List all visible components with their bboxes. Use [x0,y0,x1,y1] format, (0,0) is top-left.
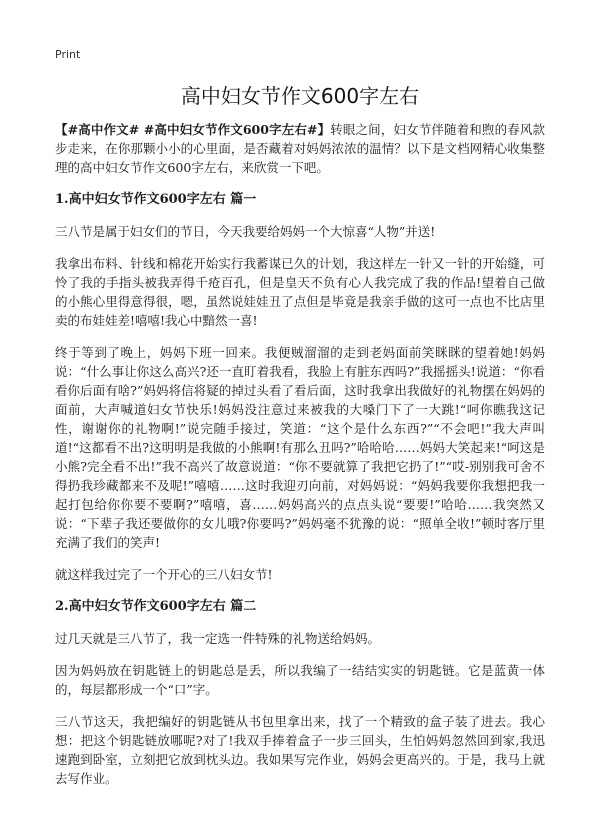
intro-tag: 【#高中作文# #高中妇女节作文600字左右#】 [55,122,331,137]
article-body [55,120,545,801]
paragraph: 三八节是属于妇女们的节日，今天我要给妈妈一个大惊喜“人物”并送! [55,224,436,239]
print-label[interactable]: Print [55,48,81,61]
paragraph: 因为妈妈放在钥匙链上的钥匙总是丢，所以我编了一结结实实的钥匙链。它是蓝黄一体的，每层都形成一个“口”字。 [55,663,545,697]
paragraph: 就这样我过完了一个开心的三八妇女节! [55,567,273,582]
section-heading-2: 2.高中妇女节作文600字左右 篇二 [55,599,257,614]
paragraph: 过几天就是三八节了，我一定选一件特殊的礼物送给妈妈。 [55,631,381,646]
paragraph: 终于等到了晚上，妈妈下班一回来。我便贼溜溜的走到老妈面前笑眯眯的望着她!妈妈说：“什么事让你这么高兴?还一直盯着我看，我脸上有脏东西吗?”我摇摇头!说道：“你看看你后面有啥?”妈妈将信将疑的掉过头看了看后面，这时我拿出我做好的礼物摆在妈妈的面前，大声喊道妇女节快乐!妈妈没注意过来被我的大嗓门下了一大跳!“呵你瞧我这记性，谢谢你的礼物啊!”说完随手接过，笑道：“这个是什么东西?”“不会吧!”我大声叫道!“这都看不出?这明明是我做的小熊啊!有那么丑吗?”哈哈哈……妈妈大笑起来!“呵这是小熊?完全看不出!”我不高兴了故意说道：“你不要就算了我把它扔了!”“哎-别别我可舍不得扔我珍藏都来不及呢!”嘻嘻……这时我迎刃向前，对妈妈说：“妈妈我要你我想把我一起打包给你你要不要啊?”嘻嘻，喜……妈妈高兴的点点头说“要要!”哈哈……我突然又说：“下辈子我还要做你的女儿哦?你要吗?”妈妈毫不犹豫的说：“照单全收!”顿时客厅里充满了我们的笑声! [55,345,545,550]
page-title: 高中妇女节作文600字左右 [180,84,420,108]
section-heading-1: 1.高中妇女节作文600字左右 篇一 [55,192,257,207]
intro-paragraph [55,120,545,177]
paragraph: 三八节这天，我把编好的钥匙链从书包里拿出来，找了一个精致的盒子装了进去。我心想：把这个钥匙链放哪呢?对了!我双手捧着盒子一步三回头，生怕妈妈忽然回到家,我迅速跑到卧室，立刻把它放到枕头边。我如果写完作业，妈妈会更高兴的。于是，我马上就去写作业。 [55,714,545,786]
intro-text: 转眼之间，妇女节伴随着和煦的春风款步走来，在你那颗小小的心里面，是否藏着对妈妈浓浓的温情？以下是文档网精心收集整理的高中妇女节作文600字左右，来欣赏一下吧。 [55,122,545,175]
paragraph: 我拿出布料、针线和棉花开始实行我蓄谋已久的计划，我这样左一针又一针的开始缝，可怜了我的手指头被我弄得千疮百孔，但是皇天不负有心人我完成了我的作品!望着自己做的小熊心里得意得很，嗯，虽然说娃娃丑了点但是毕竟是我亲手做的这可一点也不比店里卖的布娃娃差!嘻嘻!我心中黯然一喜! [55,256,545,328]
